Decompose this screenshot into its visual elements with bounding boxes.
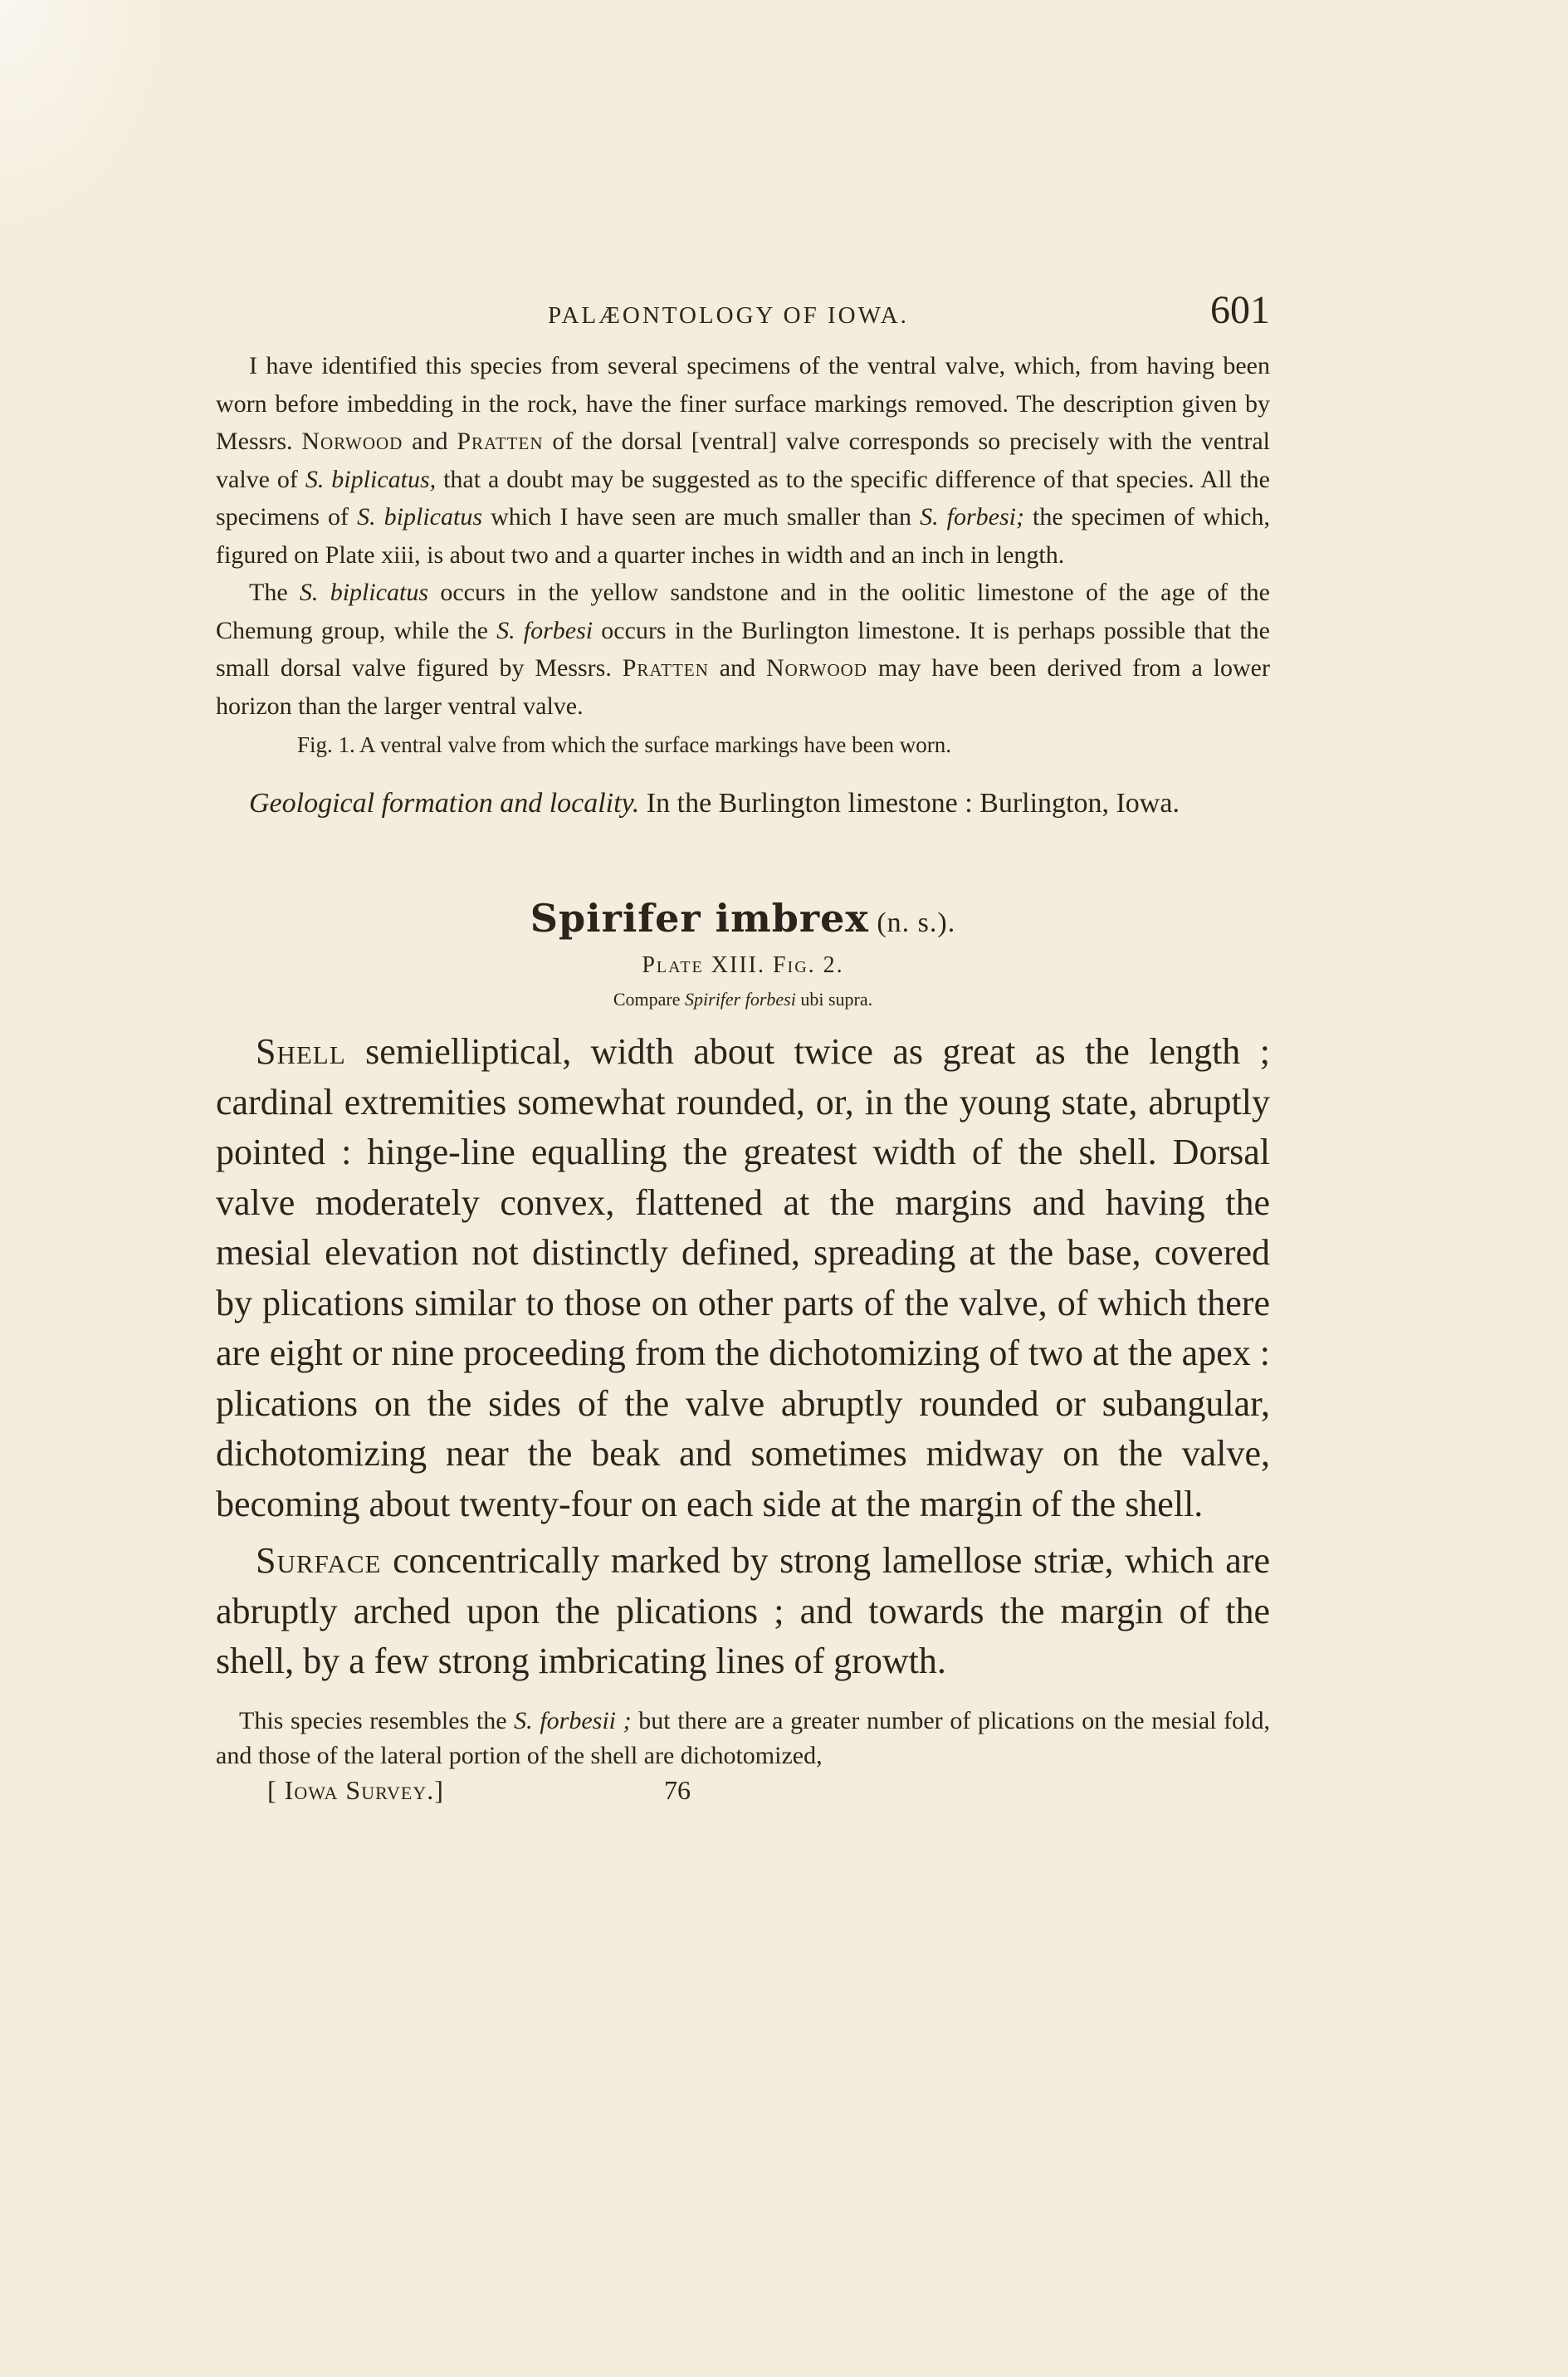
- compare-species: Spirifer forbesi: [685, 989, 796, 1010]
- figure-caption: Fig. 1. A ventral valve from which the surface markings have been worn.: [297, 732, 952, 757]
- paragraph-surface: [216, 1536, 1270, 1687]
- species-heading-name: Spirifer imbrex: [530, 896, 869, 941]
- paragraph-shell: [216, 1027, 1270, 1529]
- text-run: the specimen of which, figured on Plate xiii, is about two and a quarter inches in width and an inch in length.: [216, 503, 1270, 569]
- text-run: The: [249, 579, 300, 606]
- text-run: but there are a greater number of plications on the mesial fold, and those of the lateral portion of the shell are dichotomized,: [216, 1706, 1270, 1769]
- running-head-title: PALÆONTOLOGY OF IOWA.: [548, 302, 909, 329]
- text-run: and: [403, 428, 457, 455]
- paragraph-occurrence: [216, 574, 1270, 725]
- signature-number: 76: [664, 1774, 691, 1805]
- intro-section: [216, 347, 1270, 725]
- shell-text: semielliptical, width about twice as great as the length ; cardinal extremities somewhat rounded, or, in the young state, abruptly pointed : hinge-line equalling the greatest width of the shell. Dorsal valve moderately convex, flattened at the margins and having the mesial elevation not distinctly defined, spreading at the base, covered by plications similar to those on other parts of the valve, of which there are eight or nine proceeding from the dichotomizing of two at the apex : plications on the sides of the valve abruptly rounded or subangular, dichotomizing near the beak and sometimes midway on the valve, becoming about twenty-four on each side at the margin of the shell.: [216, 1031, 1270, 1524]
- geological-formation: [216, 783, 1270, 824]
- page-stain: [0, 0, 183, 249]
- species-description: [216, 1027, 1270, 1687]
- page-number: 601: [1210, 288, 1270, 332]
- running-head: [216, 282, 1270, 340]
- compare-line: [216, 989, 1270, 1010]
- author-name: Pratten: [622, 654, 709, 682]
- author-name: Norwood: [301, 428, 403, 455]
- species-name: S. biplicatus: [357, 503, 482, 531]
- text-run: This species resembles the: [239, 1706, 515, 1734]
- text-run: and: [708, 654, 766, 682]
- text-run: occurs in the yellow sandstone and in the oolitic limestone of the age of the Chemung group, while the: [216, 579, 1270, 644]
- paragraph-identification: [216, 347, 1270, 574]
- species-name: S. forbesii ;: [514, 1706, 632, 1734]
- species-name: S. forbesi;: [920, 503, 1024, 531]
- survey-signature: [ Iowa Survey.]: [267, 1774, 444, 1805]
- text-run: occurs in the Burlington limestone. It is perhaps possible that the small dorsal valve figured by Messrs.: [216, 616, 1270, 682]
- geo-text: In the Burlington limestone : Burlington, Iowa.: [639, 788, 1180, 819]
- species-heading: [216, 896, 1270, 941]
- footer: [216, 1775, 1270, 1817]
- species-name: S. biplicatus,: [305, 465, 437, 493]
- author-name: Pratten: [457, 428, 544, 455]
- author-name: Norwood: [766, 654, 867, 682]
- text-run: may have been derived from a lower horizon than the larger ventral valve.: [216, 654, 1270, 720]
- geo-label: Geological formation and locality.: [249, 788, 640, 819]
- surface-text: concentrically marked by strong lamellose striæ, which are abruptly arched upon the plications ; and towards the margin of the shell, by a few strong imbricating lines of growth.: [216, 1540, 1270, 1681]
- text-run: that a doubt may be suggested as to the specific difference of that species. All the specimens of: [216, 465, 1270, 531]
- species-heading-ns: (n. s.).: [868, 907, 956, 938]
- paragraph-remarks: [216, 1704, 1270, 1773]
- plate-reference: Plate XIII. Fig. 2.: [642, 952, 844, 978]
- compare-prefix: Compare: [613, 989, 686, 1010]
- species-name: S. forbesi: [496, 616, 593, 644]
- species-name: S. biplicatus: [299, 579, 429, 606]
- text-run: of the dorsal [ventral] valve corresponds so precisely with the ventral valve of: [216, 428, 1270, 493]
- text-run: I have identified this species from several specimens of the ventral valve, which, from having been worn before imbedding in the rock, have the finer surface markings removed. The description given by Messrs.: [216, 352, 1270, 455]
- text-run: which I have seen are much smaller than: [482, 503, 921, 531]
- surface-lead: Surface: [256, 1540, 382, 1581]
- shell-lead: Shell: [256, 1031, 346, 1072]
- compare-suffix: ubi supra.: [795, 989, 873, 1010]
- page-content: [216, 282, 1270, 1817]
- remarks: [216, 1704, 1270, 1773]
